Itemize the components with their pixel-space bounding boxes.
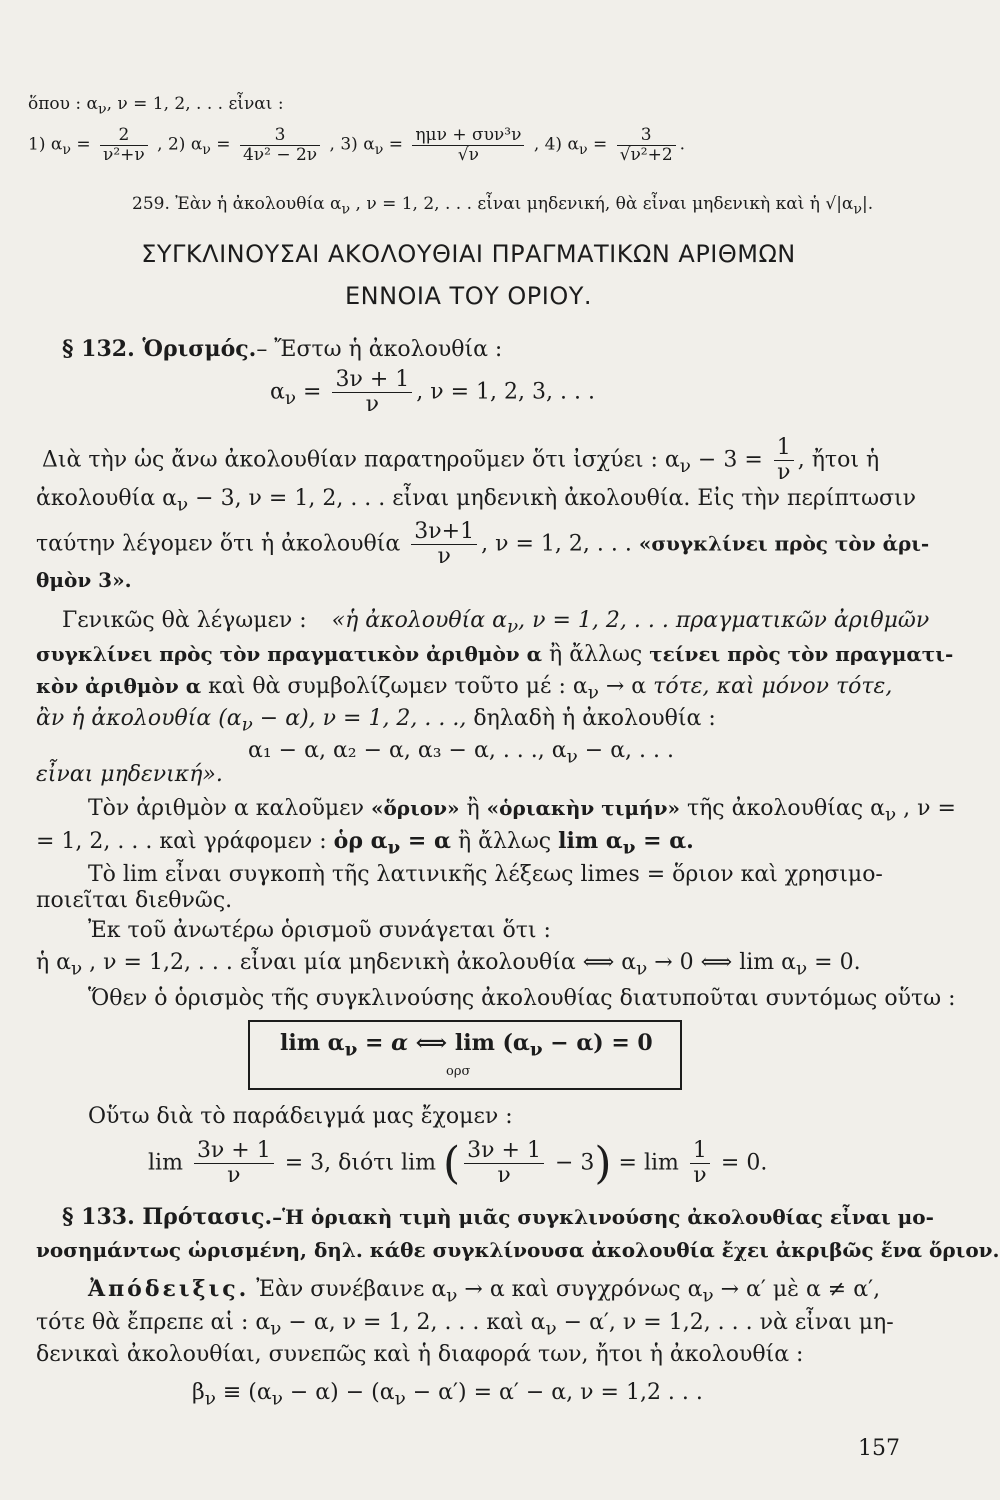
ex-fraction-2 — [464, 1139, 544, 1188]
subscript: ν — [177, 494, 189, 516]
l2-e: lim α — [558, 828, 623, 854]
ex-lim: lim — [148, 1150, 183, 1176]
page-number: 157 — [858, 1436, 900, 1461]
subscript: ν — [374, 142, 384, 159]
def-rest: , ν = 1, 2, 3, . . . — [416, 379, 595, 405]
l1-a: Τὸν ἀριθμὸν α καλοῦμεν — [88, 796, 371, 821]
pr2-b: − α, ν = 1, 2, . . . καὶ α — [281, 1310, 546, 1335]
ex2-fraction — [240, 126, 320, 164]
subscript: ν — [679, 456, 691, 478]
ex-fraction-3 — [690, 1139, 710, 1188]
def-fraction — [332, 368, 412, 417]
ex1-label: 1) α — [28, 134, 63, 155]
l1-c: ἢ — [459, 796, 487, 821]
eq-sign: = — [296, 379, 322, 405]
subscript: ν — [636, 958, 648, 980]
ex1-num: 2 — [100, 126, 148, 146]
p1-fraction — [774, 436, 794, 485]
section-word: Ὁρισμός. — [134, 336, 257, 362]
l1-d: «ὁριακὴν τιμήν» — [486, 796, 680, 820]
box-formula — [280, 1030, 653, 1060]
proof-line-1 — [88, 1276, 880, 1306]
g4-b: − α), ν = 1, 2, . . ., — [252, 706, 467, 731]
ex1-fraction — [100, 126, 148, 164]
ex-minus-3: − 3 — [547, 1150, 595, 1176]
ex-num-1: 3ν + 1 — [194, 1139, 274, 1164]
ex4-label: , 4) α — [533, 134, 579, 155]
eq-sign: = — [210, 134, 231, 155]
p2-a: ἀκολουθία α — [36, 486, 177, 511]
beta-formula — [192, 1380, 703, 1409]
lim-line-1: Τὸ lim εἶναι συγκοπὴ τῆς λατινικῆς λέξεως limes = ὅριον καὶ χρησιμο- — [88, 862, 883, 887]
g2-c: τείνει πρὸς τὸν πραγματι- — [649, 642, 954, 666]
section-word: Πρότασις. — [134, 1204, 273, 1230]
where-line — [28, 94, 284, 117]
paren-close: ) — [594, 1138, 612, 1189]
g1-b: «ἡ ἀκολουθία α — [331, 608, 507, 633]
beta-c: − α) − (α — [282, 1380, 395, 1405]
g4-a: ἂν ἡ ἀκολουθία (α — [36, 706, 242, 731]
ex-den-1: ν — [227, 1163, 241, 1188]
difference-sequence — [248, 738, 674, 767]
ex4-num: 3 — [617, 126, 676, 146]
ex259-end: |. — [862, 194, 874, 214]
section-rest: –Ἡ ὁριακὴ τιμὴ μιᾶς συγκλινούσης ἀκολουθίας εἶναι μο- — [272, 1205, 934, 1229]
example-intro: Οὕτω διὰ τὸ παράδειγμά μας ἔχομεν : — [88, 1104, 513, 1129]
ex259-rest: , ν = 1, 2, . . . εἶναι μηδενική, θὰ εἶναι μηδενικὴ καὶ ἡ √|α — [350, 194, 854, 214]
subscript: ν — [204, 1388, 216, 1410]
p1-num: 1 — [774, 436, 794, 461]
proof-line-3: δενικαὶ ἀκολουθίαι, συνεπῶς καὶ ἡ διαφορά των, ἤτοι ἡ ἀκολουθία : — [36, 1342, 804, 1367]
l1-e: τῆς ἀκολουθίας α — [679, 796, 885, 821]
ex259-text: 259. Ἐὰν ἡ ἀκολουθία α — [132, 194, 342, 214]
where-rest: , ν = 1, 2, . . . εἶναι : — [106, 94, 284, 114]
proof-label: Ἀπόδειξις. — [88, 1276, 250, 1302]
ek2-d: = 0. — [807, 950, 861, 975]
exercise-259 — [132, 194, 873, 217]
subscript: ν — [446, 1285, 458, 1307]
seq-text: α₁ − α, α₂ − α, α₃ − α, . . ., α — [248, 738, 567, 763]
box-b: = α — [357, 1030, 408, 1056]
ek2-b: , ν = 1,2, . . . εἶναι μία μηδενικὴ ἀκολουθία ⟺ α — [82, 950, 637, 975]
subscript: ν — [587, 682, 599, 704]
section-132-heading — [62, 336, 502, 362]
ex3-den: √ν — [457, 144, 479, 165]
ex-num-3: 1 — [690, 1139, 710, 1164]
g3-a: κὸν ἀριθμὸν α — [36, 674, 202, 698]
example-formula — [148, 1138, 767, 1189]
chapter-subtitle: ΕΝΝΟΙΑ ΤΟΥ ΟΡΙΟΥ. — [344, 282, 593, 310]
g2-a: συγκλίνει πρὸς τὸν πραγματικὸν ἀριθμὸν α — [36, 642, 543, 666]
g1-c: , ν = 1, 2, . . . πραγματικῶν ἀριθμῶν — [518, 608, 930, 633]
subscript: ν — [529, 1039, 543, 1061]
ex-num-2: 3ν + 1 — [464, 1139, 544, 1164]
l2-a: = 1, 2, . . . καὶ γράφομεν : — [36, 829, 334, 854]
general-line-5: εἶναι μηδενική». — [36, 762, 223, 787]
subscript: ν — [702, 1285, 714, 1307]
eq-sign: = — [70, 134, 91, 155]
subscript: ν — [71, 958, 83, 980]
p3-den: ν — [437, 544, 451, 570]
definition-box — [248, 1020, 682, 1090]
section-number: § 133. — [62, 1204, 135, 1230]
subscript: ν — [62, 142, 71, 159]
subscript: ν — [270, 1318, 282, 1340]
box-d: − α) = 0 — [542, 1030, 653, 1056]
paragraph-4: θμὸν 3». — [36, 568, 132, 592]
subscript: ν — [566, 746, 578, 768]
pr-b: Ἐὰν συνέβαινε α — [249, 1277, 447, 1302]
subscript: ν — [284, 388, 297, 410]
eq-sign: = — [587, 134, 608, 155]
ex4-den: √ν²+2 — [619, 144, 673, 165]
ex1-den: ν²+ν — [103, 144, 145, 165]
l1-f: , ν = — [896, 796, 956, 821]
paragraph-1 — [42, 436, 879, 485]
ex4-fraction — [617, 126, 676, 164]
subscript: ν — [241, 714, 253, 736]
l2-f: = α. — [635, 828, 694, 854]
ex-eq: = lim — [611, 1150, 686, 1176]
subscript: ν — [622, 837, 636, 859]
l2-d: ἢ ἄλλως — [450, 829, 559, 854]
ex2-den: 4ν² − 2ν — [242, 144, 318, 165]
p2-rest: − 3, ν = 1, 2, . . . εἶναι μηδενικὴ ἀκολουθία. Εἰς τὴν περίπτωσιν — [188, 486, 917, 511]
subscript: ν — [853, 201, 863, 218]
pr2-a: τότε θὰ ἔπρεπε αἱ : α — [36, 1310, 271, 1335]
general-line-1 — [62, 608, 929, 637]
ex2-num: 3 — [240, 126, 320, 146]
subscript: ν — [578, 142, 588, 159]
where-text: ὅπου : α — [28, 94, 98, 114]
p3-fraction — [411, 520, 477, 569]
p3-num: 3ν+1 — [411, 520, 477, 545]
def-a: α — [270, 379, 285, 405]
subscript: ν — [796, 958, 808, 980]
seq-end: − α, . . . — [577, 738, 675, 763]
exercise-258-line — [28, 126, 685, 164]
ex2-label: , 2) α — [157, 134, 203, 155]
p1-b: − 3 = — [690, 447, 763, 473]
sequence-definition — [270, 368, 595, 417]
beta-d: − α′) = α′ − α, ν = 1,2 . . . — [405, 1380, 703, 1405]
limit-line-2 — [36, 828, 694, 858]
eq-sign: = — [383, 134, 403, 155]
ex3-fraction — [412, 126, 524, 164]
ex3-num: ημν + συν³ν — [412, 126, 524, 146]
p1-a: Διὰ τὴν ὡς ἄνω ἀκολουθίαν παρατηροῦμεν ὅτι ἰσχύει : α — [42, 447, 680, 473]
general-line-4 — [36, 706, 716, 735]
l1-b: «ὅριον» — [370, 796, 460, 820]
chapter-title: ΣΥΓΚΛΙΝΟΥΣΑΙ ΑΚΟΛΟΥΘΙΑΙ ΠΡΑΓΜΑΤΙΚΩΝ ΑΡΙΘΜΩΝ — [141, 240, 796, 268]
subscript: ν — [394, 1388, 406, 1410]
p1-den: ν — [777, 460, 791, 486]
general-line-2 — [36, 642, 953, 667]
paragraph-2 — [36, 486, 916, 515]
g4-c: δηλαδὴ ἡ ἀκολουθία : — [466, 706, 716, 731]
p3-c: «συγκλίνει πρὸς τὸν ἀρι- — [638, 531, 930, 556]
box-a: lim α — [280, 1030, 345, 1056]
ex4-end: . — [679, 134, 686, 155]
def-den: ν — [365, 392, 380, 418]
consequence-line-3: Ὅθεν ὁ ὁρισμὸς τῆς συγκλινούσης ἀκολουθίας διατυποῦται συντόμως οὕτω : — [88, 986, 956, 1011]
pr-d: → α′ μὲ α ≠ α′, — [713, 1277, 881, 1302]
g3-d: τότε, καὶ μόνον τότε, — [653, 674, 893, 699]
def-num: 3ν + 1 — [332, 368, 412, 393]
consequence-line-2 — [36, 950, 861, 979]
ex-den-3: ν — [693, 1163, 707, 1188]
limit-line-1 — [88, 796, 956, 825]
subscript: ν — [344, 1039, 358, 1061]
beta-a: β — [192, 1380, 205, 1405]
proof-line-2 — [36, 1310, 894, 1339]
ex-fraction-1 — [194, 1139, 274, 1188]
subscript: ν — [387, 837, 401, 859]
ex3-label: , 3) α — [329, 134, 375, 155]
box-c: ⟺ lim (α — [408, 1030, 530, 1056]
paragraph-3 — [36, 520, 929, 569]
pr-c: → α καὶ συγχρόνως α — [457, 1277, 703, 1302]
section-133-heading-2: νοσημάντως ὡρισμένη, δηλ. κάθε συγκλίνουσα ἀκολουθία ἔχει ἀκριβῶς ἕνα ὅριον. — [36, 1238, 1000, 1262]
paren-open: ( — [442, 1138, 461, 1189]
subscript: ν — [271, 1388, 283, 1410]
consequence-line-1: Ἐκ τοῦ ἀνωτέρω ὁρισμοῦ συνάγεται ὅτι : — [88, 918, 551, 943]
p3-a: ταύτην λέγομεν ὅτι ἡ ἀκολουθία — [36, 531, 401, 557]
subscript: ν — [98, 101, 107, 118]
ex-mid: = 3, διότι lim — [277, 1150, 443, 1176]
g3-b: καὶ θὰ συμβολίζωμεν τοῦτο μέ : α — [201, 674, 588, 699]
subscript: ν — [341, 201, 351, 218]
subscript: ν — [545, 1318, 557, 1340]
section-133-heading — [62, 1204, 934, 1230]
g1-a: Γενικῶς θὰ λέγωμεν : — [62, 608, 307, 633]
p3-b: , ν = 1, 2, . . . — [481, 531, 632, 557]
section-rest: – Ἔστω ἡ ἀκολουθία : — [256, 337, 503, 362]
subscript: ν — [506, 616, 519, 638]
lim-line-2: ποιεῖται διεθνῶς. — [36, 888, 233, 913]
ek2-a: ἡ α — [36, 950, 72, 975]
pr2-c: − α′, ν = 1,2, . . . νὰ εἶναι μη- — [556, 1310, 894, 1335]
beta-b: ≡ (α — [215, 1380, 272, 1405]
general-line-3 — [36, 674, 892, 703]
section-number: § 132. — [62, 336, 135, 362]
box-label: ορσ — [446, 1064, 471, 1079]
ek2-c: → 0 ⟺ lim α — [647, 950, 796, 975]
l2-c: = α — [400, 828, 451, 854]
ex-end: = 0. — [713, 1150, 768, 1176]
subscript: ν — [884, 804, 897, 826]
g2-b: ἢ ἄλλως — [542, 642, 650, 667]
p1-c: , ἤτοι ἡ — [797, 447, 880, 473]
ex-den-2: ν — [497, 1163, 511, 1188]
subscript: ν — [202, 142, 211, 159]
l2-b: ὁρ α — [333, 828, 388, 854]
g3-c: → α — [598, 674, 654, 699]
